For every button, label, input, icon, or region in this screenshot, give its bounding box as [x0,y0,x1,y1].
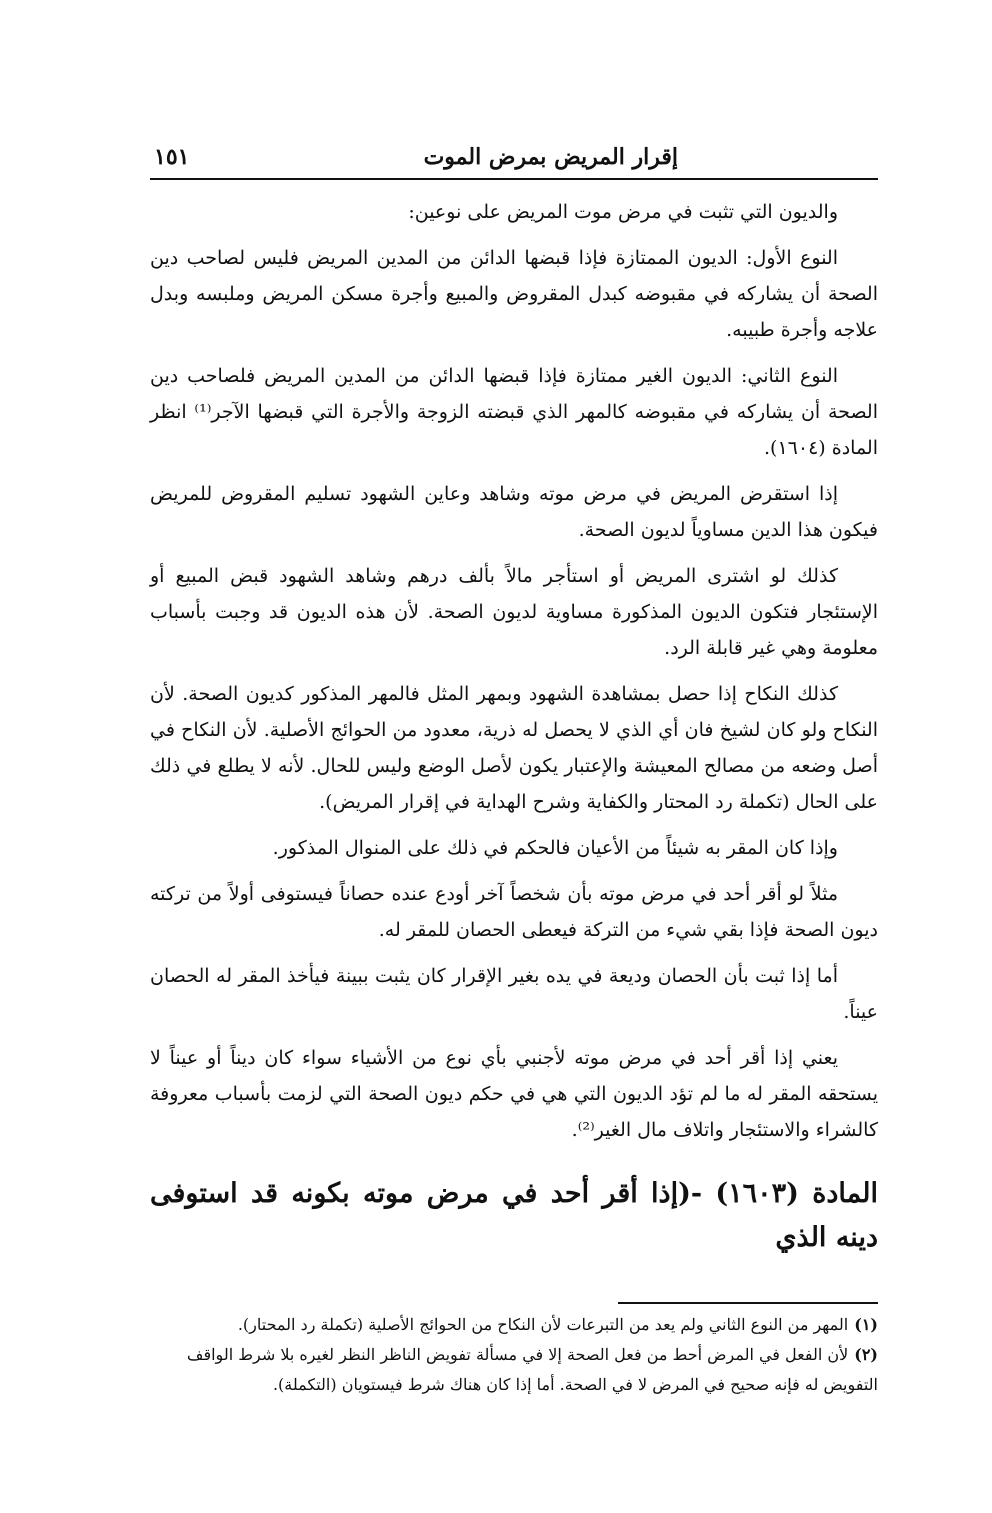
paragraph: النوع الأول: الديون الممتازة فإذا قبضها الدائن من المدين المريض فليس لصاحب دين الصحة أن يشاركه في مقبوضه كبدل المقروض والمبيع وأجرة مسكن المريض وملبسه وبدل علاجه وأجرة طبيبه. [150,247,878,341]
book-page [150,140,878,1400]
footnote-text: لأن الفعل في المرض أحط من فعل الصحة إلا في مسألة تفويض الناظر النظر لغيره بلا شرط الواقف التفويض له فإنه صحيح في المرض لا في الصحة. أما إذا كان هناك شرط فيستويان (التكملة). [186,1345,878,1394]
footnote-number: (١) [854,1315,878,1334]
article-heading: المادة (١٦٠٣) -(إذا أقر أحد في مرض موته بكونه قد استوفى دينه الذي [150,1178,878,1253]
paragraph: وإذا كان المقر به شيئاً من الأعيان فالحكم في ذلك على المنوال المذكور. [272,837,838,859]
paragraph: النوع الثاني: الديون الغير ممتازة فإذا قبضها الدائن من المدين المريض فلصاحب دين الصحة أن يشاركه في مقبوضه كالمهر الذي قبضته الزوجة والأجرة التي قبضها الآجر⁽¹⁾ انظر المادة (١٦٠٤). [150,365,878,459]
running-header [150,140,878,180]
footnotes [150,1310,878,1400]
paragraph: أما إذا ثبت بأن الحصان وديعة في يده بغير الإقرار كان يثبت ببينة فيأخذ المقر له الحصان عيناً. [150,965,878,1023]
footnote [150,1310,878,1340]
paragraph: مثلاً لو أقر أحد في مرض موته بأن شخصاً آخر أودع عنده حصاناً فيستوفى أولاً من تركته ديون الصحة فإذا بقي شيء من التركة فيعطى الحصان للمقر له. [150,883,878,941]
main-text [150,194,878,1260]
footnote-divider [618,1302,878,1304]
paragraph: إذا استقرض المريض في مرض موته وشاهد وعاين الشهود تسليم المقروض للمريض فيكون هذا الدين مساوياً لديون الصحة. [150,483,878,541]
footnote-number: (٢) [854,1345,878,1364]
footnote [150,1340,878,1400]
paragraph: والديون التي تثبت في مرض موت المريض على نوعين: [408,201,838,223]
paragraph: كذلك النكاح إذا حصل بمشاهدة الشهود وبمهر المثل فالمهر المذكور كديون الصحة. لأن النكاح ولو كان لشيخ فان أي الذي لا يحصل له ذرية، معدود من الحوائج الأصلية. لأن النكاح في أصل وضعه من مصالح المعيشة والإعتبار يكون لأصل الوضع وليس للحال. لأنه لا يطلع في ذلك على الحال (تكملة رد المحتار والكفاية وشرح الهداية في إقرار المريض). [150,683,878,813]
page-number: ١٥١ [154,144,190,170]
paragraph: كذلك لو اشترى المريض أو استأجر مالاً بألف درهم وشاهد الشهود قبض المبيع أو الإستئجار فتكون الديون المذكورة مساوية لديون الصحة. لأن هذه الديون قد وجبت بأسباب معلومة وهي غير قابلة الرد. [150,565,878,659]
chapter-title: إقرار المريض بمرض الموت [423,144,678,170]
footnote-text: المهر من النوع الثاني ولم يعد من التبرعات لأن النكاح من الحوائج الأصلية (تكملة رد المحتار). [237,1315,849,1334]
paragraph: يعني إذا أقر أحد في مرض موته لأجنبي بأي نوع من الأشياء سواء كان ديناً أو عيناً لا يستحقه المقر له ما لم تؤد الديون التي هي في حكم ديون الصحة التي لزمت بأسباب معروفة كالشراء والاستئجار واتلاف مال الغير⁽²⁾. [150,1047,878,1141]
